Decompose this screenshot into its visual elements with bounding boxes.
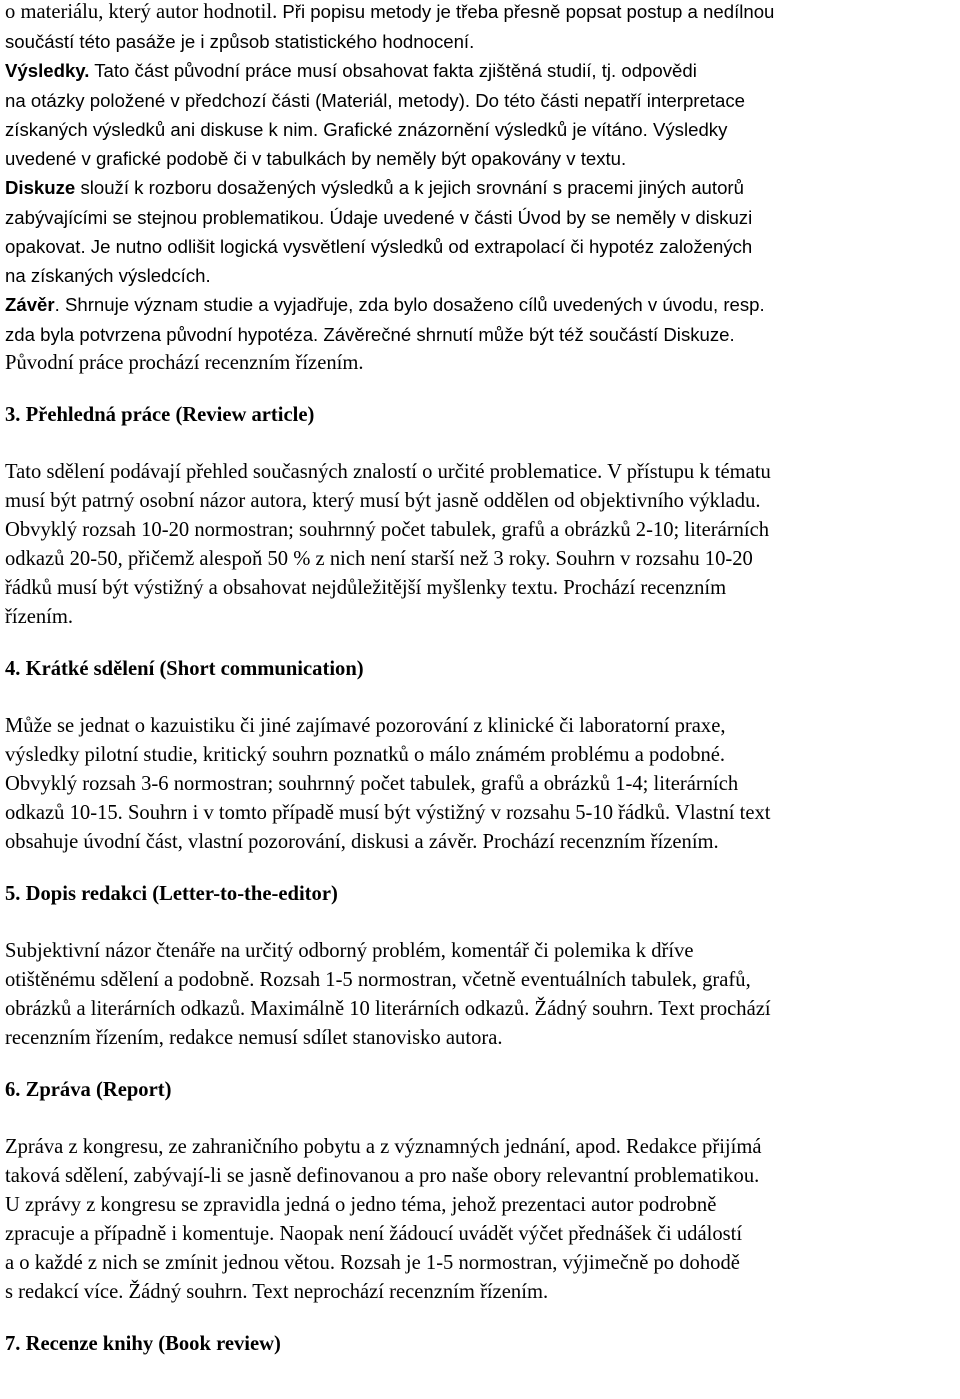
text-line: Může se jednat o kazuistiku či jiné zajímavé pozorování z klinické či laboratorní praxe, xyxy=(5,715,726,737)
heading-vysledky: Výsledky. xyxy=(5,60,90,81)
heading-zaver: Závěr xyxy=(5,294,55,315)
heading-review-article: 3. Přehledná práce (Review article) xyxy=(5,404,315,426)
heading-book-review: 7. Recenze knihy (Book review) xyxy=(5,1333,281,1355)
text-line: na otázky položené v předchozí části (Materiál, metody). Do této části nepatří interpretace xyxy=(5,90,745,111)
text-line: zpracuje a případně i komentuje. Naopak není žádoucí uvádět výčet přednášek či událostí xyxy=(5,1223,743,1245)
text-line: Obvyklý rozsah 10-20 normostran; souhrnný počet tabulek, grafů a obrázků 2-10; literárních xyxy=(5,519,770,541)
text-line: a o každé z nich se zmínit jednou větou. Rozsah je 1-5 normostran, výjimečně po dohodě xyxy=(5,1252,740,1274)
heading-letter-to-editor: 5. Dopis redakci (Letter-to-the-editor) xyxy=(5,883,338,905)
text-line: taková sdělení, zabývají-li se jasně definovanou a pro naše obory relevantní problematikou. xyxy=(5,1165,760,1187)
text-line: získaných výsledků ani diskuse k nim. Grafické znázornění výsledků je vítáno. Výsledky xyxy=(5,119,728,140)
text-line: obsahuje úvodní část, vlastní pozorování, diskusi a závěr. Prochází recenzním řízením. xyxy=(5,831,719,853)
text-line: zabývajícími se stejnou problematikou. Údaje uvedené v části Úvod by se neměly v diskuzi xyxy=(5,207,753,228)
text-line: výsledky pilotní studie, kritický souhrn poznatků o málo známém problému a podobné. xyxy=(5,744,726,766)
text-line: řádků musí být výstižný a obsahovat nejdůležitější myšlenky textu. Prochází recenzním xyxy=(5,577,727,599)
text-line: obrázků a literárních odkazů. Maximálně 10 literárních odkazů. Žádný souhrn. Text prochází xyxy=(5,998,771,1020)
text-line: opakovat. Je nutno odlišit logická vysvětlení výsledků od extrapolací či hypotéz založených xyxy=(5,236,753,257)
paragraph-diskuze: Diskuze slouží k rozboru dosažených výsledků a k jejich srovnání s pracemi jiných autorů xyxy=(5,177,744,198)
text-line: řízením. xyxy=(5,606,74,628)
paragraph-vysledky: Výsledky. Tato část původní práce musí obsahovat fakta zjištěná studií, tj. odpovědi xyxy=(5,60,697,81)
document-page xyxy=(5,0,957,1359)
text-line: odkazů 20-50, přičemž alespoň 50 % z nich není starší než 3 roky. Souhrn v rozsahu 10-20 xyxy=(5,548,753,570)
text-line: Zpráva z kongresu, ze zahraničního pobytu a z významných jednání, apod. Redakce přijímá xyxy=(5,1136,762,1158)
text-line: U zprávy z kongresu se zpravidla jedná o jedno téma, jehož prezentaci autor podrobně xyxy=(5,1194,717,1216)
text-line: musí být patrný osobní názor autora, který musí být jasně oddělen od objektivního výkladu. xyxy=(5,490,761,512)
text-line: odkazů 10-15. Souhrn i v tomto případě musí být výstižný v rozsahu 5-10 řádků. Vlastní text xyxy=(5,802,771,824)
text-line: otištěnému sdělení a podobně. Rozsah 1-5 normostran, včetně eventuálních tabulek, grafů, xyxy=(5,969,751,991)
text-line: Obvyklý rozsah 3-6 normostran; souhrnný počet tabulek, grafů a obrázků 1-4; literárních xyxy=(5,773,739,795)
text-line: Původní práce prochází recenzním řízením. xyxy=(5,352,364,374)
text-line: o materiálu, který autor hodnotil. Při popisu metody je třeba přesně popsat postup a nedílnou xyxy=(5,1,775,23)
text-line: na získaných výsledcích. xyxy=(5,265,211,286)
text-line: Tato sdělení podávají přehled současných znalostí o určité problematice. V přístupu k tématu xyxy=(5,461,771,483)
heading-short-communication: 4. Krátké sdělení (Short communication) xyxy=(5,658,364,680)
text-line: součástí této pasáže je i způsob statistického hodnocení. xyxy=(5,31,475,52)
text-line: Subjektivní názor čtenáře na určitý odborný problém, komentář či polemika k dříve xyxy=(5,940,694,962)
heading-report: 6. Zpráva (Report) xyxy=(5,1079,172,1101)
text-line: recenzním řízením, redakce nemusí sdílet stanovisko autora. xyxy=(5,1027,503,1049)
heading-diskuze: Diskuze xyxy=(5,177,76,198)
text-line: s redakcí více. Žádný souhrn. Text neprochází recenzním řízením. xyxy=(5,1281,549,1303)
text-line: uvedené v grafické podobě či v tabulkách by neměly být opakovány v textu. xyxy=(5,148,627,169)
paragraph-zaver: Závěr. Shrnuje význam studie a vyjadřuje, zda bylo dosaženo cílů uvedených v úvodu, resp. xyxy=(5,294,765,315)
text-line: zda byla potvrzena původní hypotéza. Závěrečné shrnutí může být též součástí Diskuze. xyxy=(5,324,735,345)
